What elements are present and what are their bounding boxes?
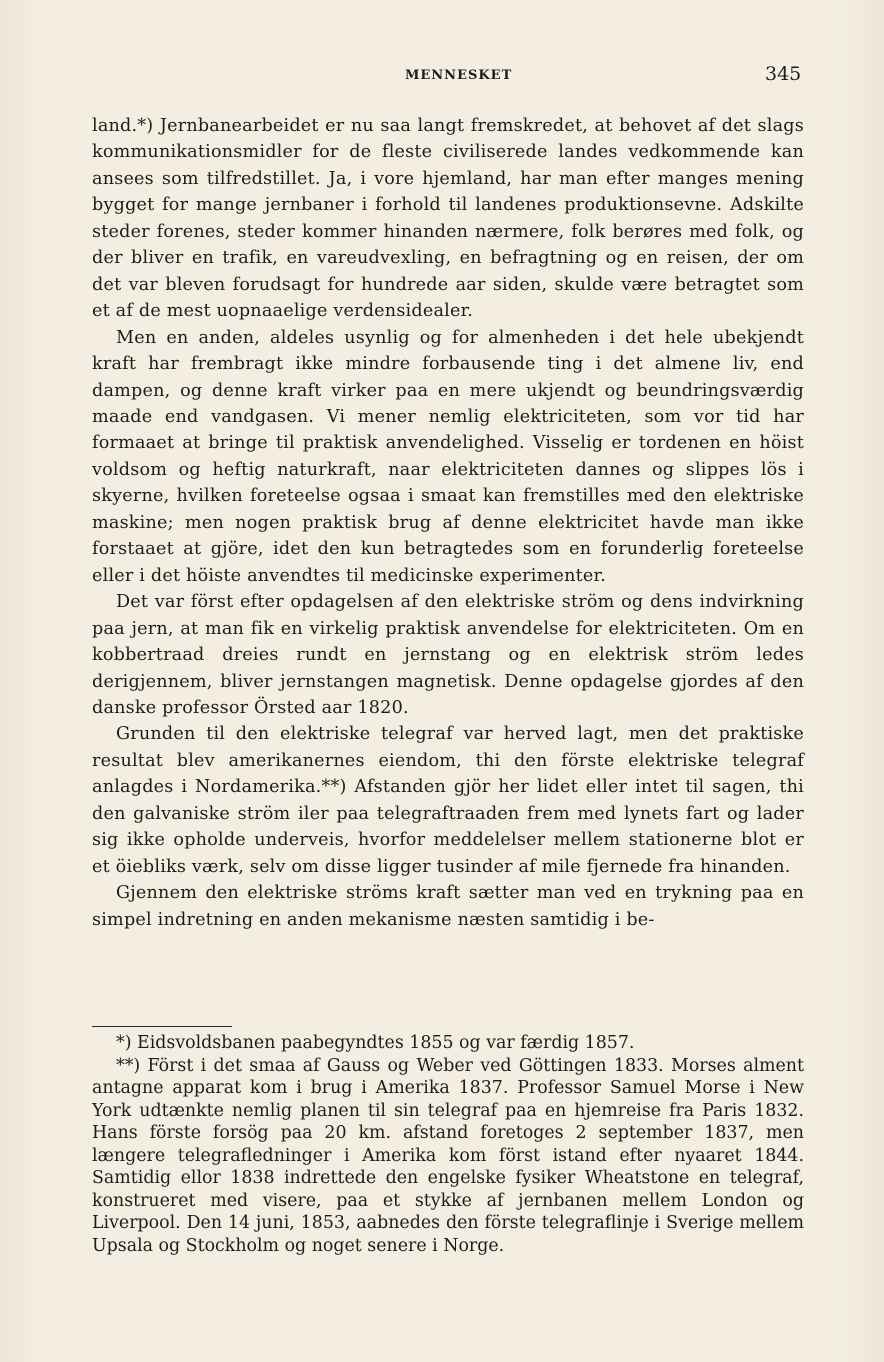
footnote: *) Eidsvoldsbanen paabegyndtes 1855 og var færdig 1857. [116, 1033, 635, 1053]
main-text [92, 113, 804, 933]
paragraph: Det var först efter opdagelsen af den elektriske ström og dens indvirkning paa jern, at man fik en virkelig praktisk anvendelse for elektriciteten. Om en kobbertraad dreies rundt en jernstang og en elektrisk ström ledes derigjennem, bliver jernstangen magnetisk. Denne opdagelse gjordes af den danske professor Örsted aar 1820. [92, 592, 804, 718]
paragraph: Gjennem den elektriske ströms kraft sætter man ved en trykning paa en simpel indretning en anden mekanisme næsten samtidig i be- [92, 883, 804, 930]
page-number: 345 [765, 63, 802, 85]
running-title: MENNESKET [405, 68, 513, 83]
paragraph: Grunden til den elektriske telegraf var herved lagt, men det praktiske resultat blev amerikanernes eiendom, thi den förste elektriske telegraf anlagdes i Nordamerika.**) Afstanden gjör her lidet eller intet til sagen, thi den galvaniske ström iler paa telegraftraaden frem med lynets fart og lader sig ikke opholde underveis, hvorfor meddelelser mellem stationerne blot er et öiebliks værk, selv om disse ligger tusinder af mile fjernede fra hinanden. [92, 724, 804, 877]
footnotes [92, 1032, 804, 1257]
paragraph: land.*) Jernbanearbeidet er nu saa langt fremskredet, at behovet af det slags kommunikationsmidler for de fleste civiliserede landes vedkommende kan ansees som tilfredstillet. Ja, i vore hjemland, har man efter manges mening bygget for mange jernbaner i forhold til landenes produktionsevne. Adskilte steder forenes, steder kommer hinanden nærmere, folk berøres med folk, og der bliver en trafik, en vareudvexling, en befragtning og en reisen, der om det var bleven forudsagt for hundrede aar siden, skulde være betragtet som et af de mest uopnaaelige verdensidealer. [92, 116, 804, 322]
footnote-divider [92, 1026, 232, 1027]
footnote: **) Först i det smaa af Gauss og Weber ved Göttingen 1833. Morses alment antagne apparat kom i brug i Amerika 1837. Professor Samuel Morse i New York udtænkte nemlig planen til sin telegraf paa en hjemreise fra Paris 1832. Hans förste forsög paa 20 km. afstand foretoges 2 september 1837, men længere telegrafledninger i Amerika kom först istand efter nyaaret 1844. Samtidig ellor 1838 indrettede den engelske fysiker Wheatstone en telegraf, konstrueret med visere, paa et stykke af jernbanen mellem London og Liverpool. Den 14 juni, 1853, aabnedes den förste telegraflinje i Sverige mellem Upsala og Stockholm og noget senere i Norge. [92, 1055, 804, 1256]
paragraph: Men en anden, aldeles usynlig og for almenheden i det hele ubekjendt kraft har frembragt ikke mindre forbausende ting i det almene liv, end dampen, og denne kraft virker paa en mere ukjendt og beundringsværdig maade end vandgasen. Vi mener nemlig elektriciteten, som vor tid har formaaet at bringe til praktisk anvendelighed. Visselig er tordenen en höist voldsom og heftig naturkraft, naar elektriciteten dannes og slippes lös i skyerne, hvilken foreteelse ogsaa i smaat kan fremstilles med den elektriske maskine; men nogen praktisk brug af denne elektricitet havde man ikke forstaaet at gjöre, idet den kun betragtedes som en forunderlig foreteelse eller i det höiste anvendtes til medicinske experimenter. [92, 327, 804, 586]
